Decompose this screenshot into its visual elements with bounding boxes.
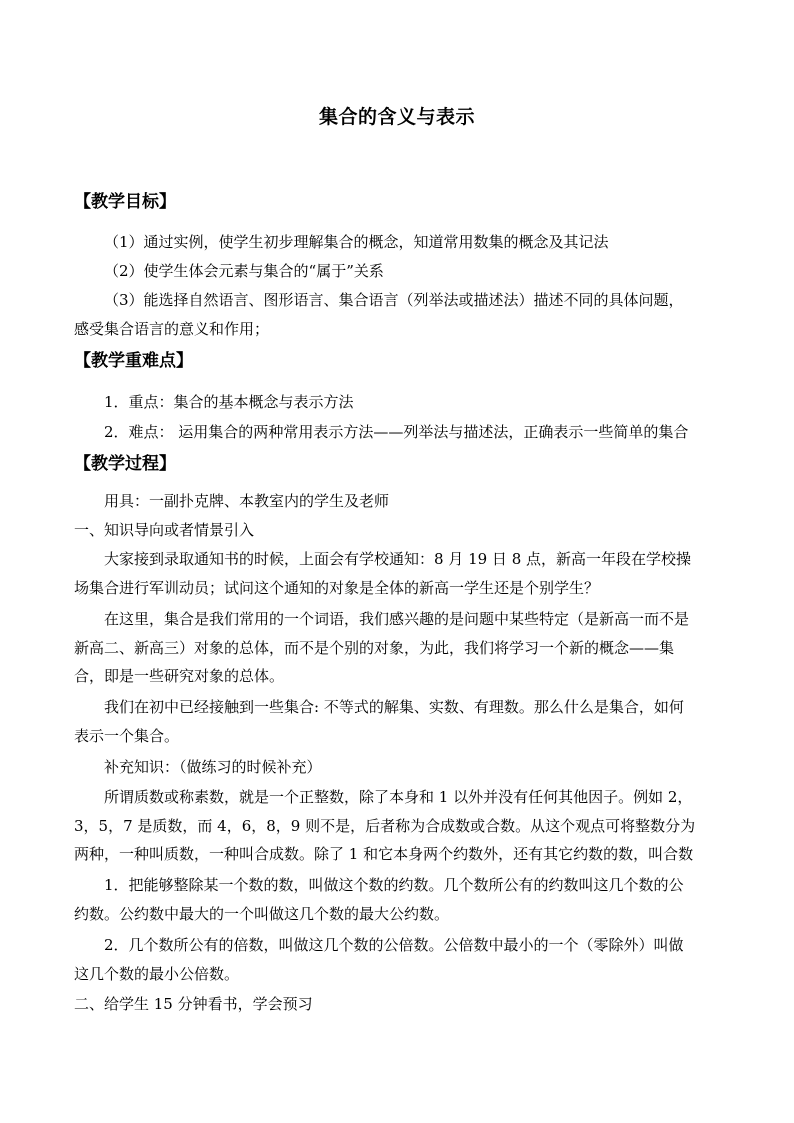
supplement-line: 补充知识：（做练习的时候补充） bbox=[104, 758, 322, 776]
process-heading: 【教学过程】 bbox=[74, 454, 176, 474]
key-point-item-1: 1．重点：集合的基本概念与表示方法 bbox=[104, 393, 354, 411]
paragraph-6: 2．几个数所公有的倍数，叫做这几个数的公倍数。公倍数中最小的一个（零除外）叫做 这几个数的最小公倍数。 bbox=[74, 936, 684, 983]
objectives-heading: 【教学目标】 bbox=[74, 192, 176, 212]
paragraph-1: 大家接到录取通知书的时候，上面会有学校通知：8 月 19 日 8 点，新高一年段在学校操 场集合进行军训动员；试问这个通知的对象是全体的新高一学生还是个别学生？ bbox=[74, 550, 692, 597]
paragraph-3: 我们在初中已经接触到一些集合: 不等式的解集、实数、有理数。那么什么是集合，如何 表示一个集合。 bbox=[74, 698, 684, 745]
paragraph-2: 在这里，集合是我们常用的一个词语，我们感兴趣的是问题中某些特定（是新高一而不是 新高二、新高三）对象的总体，而不是个别的对象，为此，我们将学习一个新的概念——集 合，即是一些研究对象的总体。 bbox=[74, 610, 690, 686]
key-points-heading: 【教学重难点】 bbox=[74, 351, 193, 371]
objective-item-3: （3）能选择自然语言、图形语言、集合语言（列举法或描述法）描述不同的具体问题， 感受集合语言的意义和作用； bbox=[74, 291, 684, 338]
objective-item-2: （2）使学生体会元素与集合的“属于”关系 bbox=[104, 262, 384, 280]
part1-heading: 一、知识导向或者情景引入 bbox=[74, 521, 255, 539]
objective-item-1: （1）通过实例，使学生初步理解集合的概念，知道常用数集的概念及其记法 bbox=[104, 233, 609, 251]
key-point-item-2: 2．难点： 运用集合的两种常用表示方法——列举法与描述法，正确表示一些简单的集合 bbox=[104, 423, 689, 441]
tools-line: 用具：一副扑克牌、本教室内的学生及老师 bbox=[104, 492, 390, 510]
page-title: 集合的含义与表示 bbox=[318, 106, 475, 128]
paragraph-5: 1．把能够整除某一个数的数，叫做这个数的约数。几个数所公有的约数叫这几个数的公 约数。公约数中最大的一个叫做这几个数的最大公约数。 bbox=[74, 876, 684, 923]
paragraph-4: 所谓质数或称素数，就是一个正整数，除了本身和 1 以外并没有任何其他因子。例如 2， 3，5，7 是质数，而 4，6，8，9 则不是，后者称为合成数或合数。从这个观点可将整数分为 两种，一种叫质数，一种叫合成数。除了 1 和它本身两个约数外，还有其它约数的数，叫合数 bbox=[74, 788, 696, 864]
part2-heading: 二、给学生 15 分钟看书，学会预习 bbox=[74, 995, 313, 1013]
